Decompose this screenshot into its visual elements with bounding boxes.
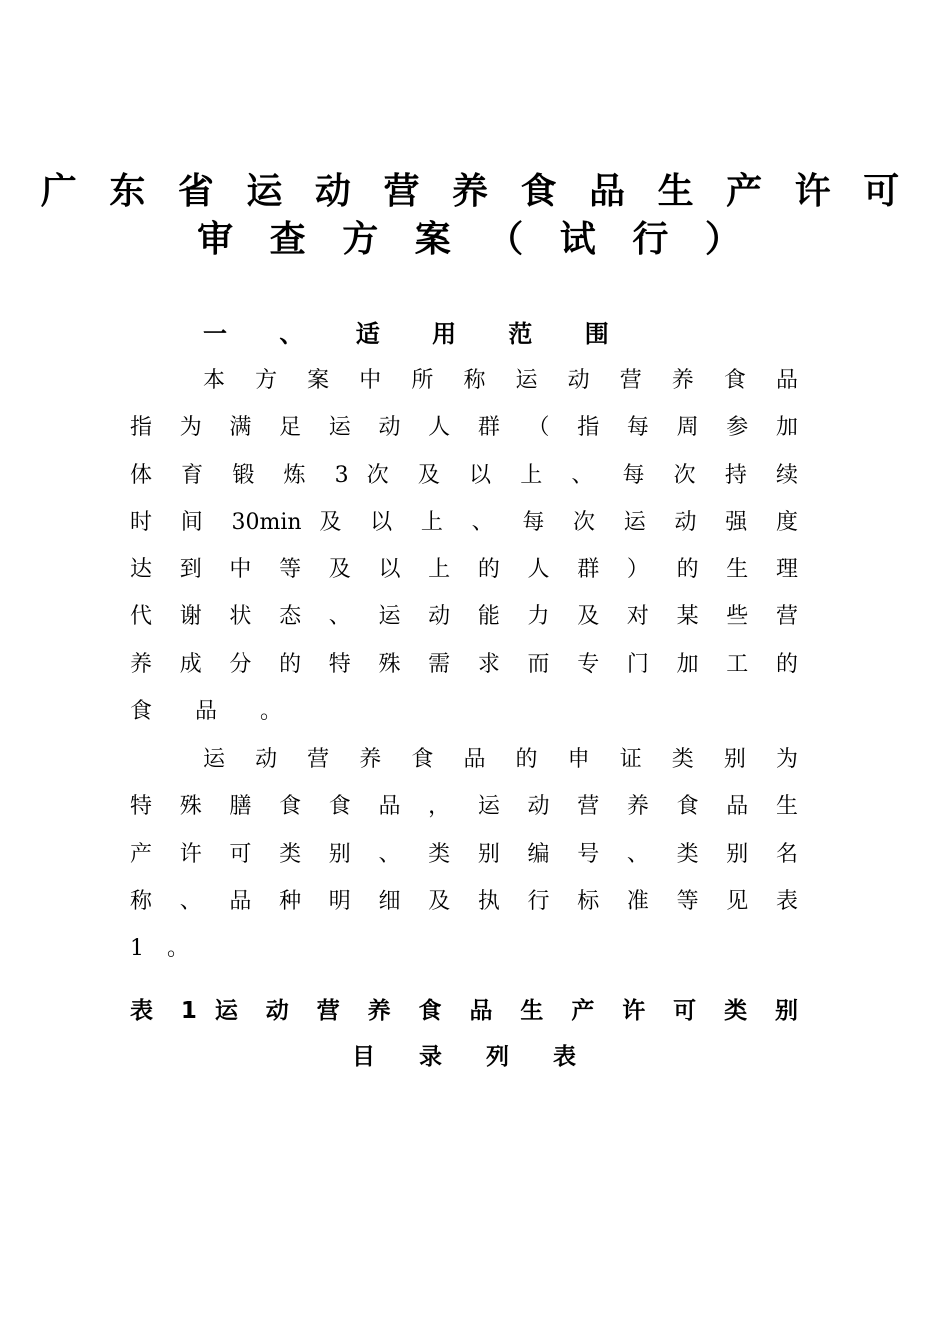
paragraph-line: 称 、 品 种 明 细 及 执 行 标 准 等 见 表 <box>130 888 798 914</box>
paragraph-line: 特 殊 膳 食 食 品 ， 运 动 营 养 食 品 生 <box>130 794 798 820</box>
paragraph-line: 达 到 中 等 及 以 上 的 人 群 ） 的 生 理 <box>130 557 798 583</box>
paragraph-line: 1 。 <box>130 936 197 962</box>
paragraph-line: 体 育 锻 炼 3 次 及 以 上 、 每 次 持 续 <box>130 462 798 488</box>
paragraph-line: 养 成 分 的 特 殊 需 求 而 专 门 加 工 的 <box>130 651 798 677</box>
paragraph-line: 指 为 满 足 运 动 人 群 （ 指 每 周 参 加 <box>130 415 798 441</box>
table-caption-line-2: 目 录 列 表 <box>351 1044 595 1070</box>
paragraph-line: 本 方 案 中 所 称 运 动 营 养 食 品 <box>203 368 798 393</box>
document-title-line-1: 广 东 省 运 动 营 养 食 品 生 产 许 可 <box>40 171 910 212</box>
paragraph-line: 时 间 30min 及 以 上 、 每 次 运 动 强 度 <box>130 509 798 535</box>
table-caption-line-1: 表 1 运 动 营 养 食 品 生 产 许 可 类 别 <box>130 998 798 1024</box>
table-1-caption <box>130 988 798 1080</box>
document-title-line-2: 审 查 方 案 （ 试 行 ） <box>197 219 753 260</box>
paragraph-line: 代 谢 状 态 、 运 动 能 力 及 对 某 些 营 <box>130 604 798 630</box>
paragraph-scope-definition <box>130 357 798 735</box>
paragraph-license-category <box>130 736 798 972</box>
paragraph-line: 运 动 营 养 食 品 的 申 证 类 别 为 <box>203 747 798 772</box>
paragraph-line: 食 品 。 <box>130 699 300 725</box>
paragraph-line: 产 许 可 类 别 、 类 别 编 号 、 类 别 名 <box>130 841 798 867</box>
section-heading-scope: 一 、 适 用 范 围 <box>203 320 631 348</box>
